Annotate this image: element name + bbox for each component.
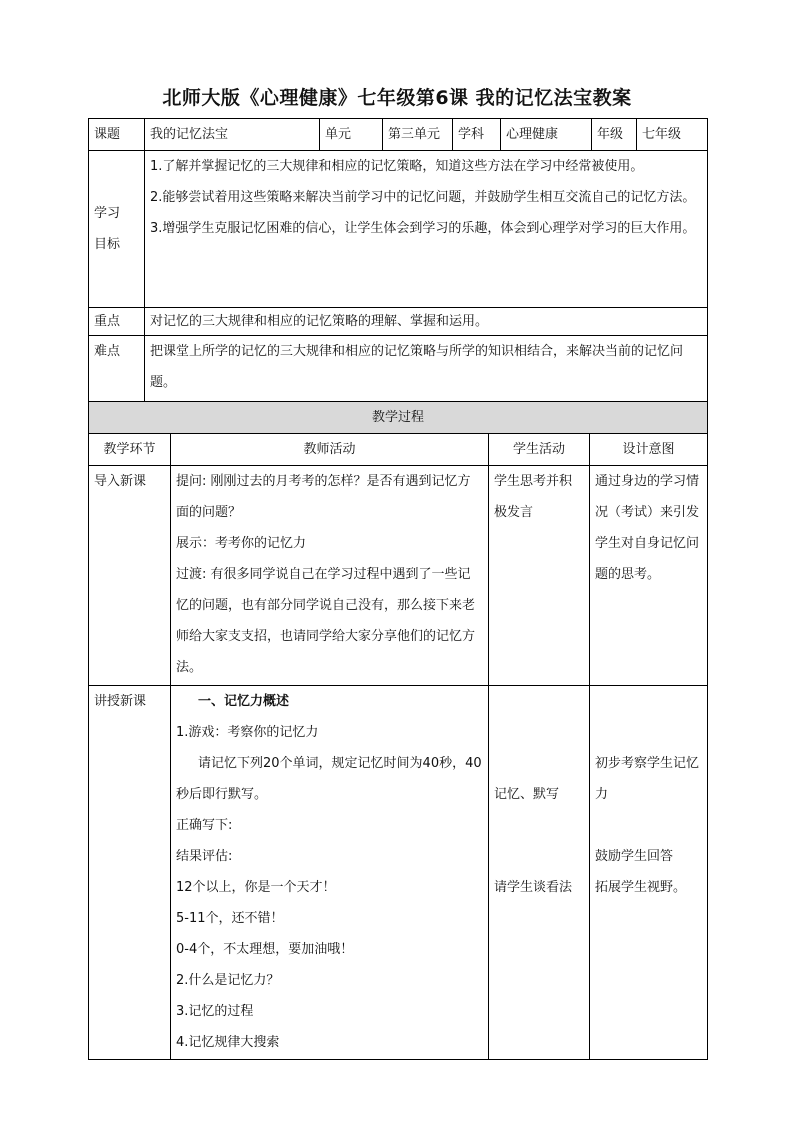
key-point-text: 对记忆的三大规律和相应的记忆策略的理解、掌握和运用。 (145, 308, 708, 336)
lecture-student-activity: 记忆、默写 请学生谈看法 (489, 686, 590, 1060)
topic-label: 课题 (89, 119, 145, 151)
goal-item: 2.能够尝试着用这些策略来解决当前学习中的记忆问题，并鼓励学生相互交流自己的记忆方法。 (150, 190, 696, 205)
stage-lecture: 讲授新课 (89, 686, 171, 1060)
document-title: 北师大版《心理健康》七年级第6课 我的记忆法宝教案 (162, 87, 632, 109)
unit-label: 单元 (320, 119, 383, 151)
lecture-design-intent: 初步考察学生记忆力 鼓励学生回答 拓展学生视野。 (590, 686, 708, 1060)
difficulty-row (89, 336, 708, 402)
lecture-teacher-activity: 一、记忆力概述 1.游戏：考察你的记忆力 请记忆下列20个单词，规定记忆时间为40秒，40秒后即行默写。 正确写下: 结果评估: 12个以上，你是一个天才！ 5-11个，还不错！ 0-4个，不太理想，要加油哦！ 2.什么是记忆力？ 3.记忆的过程 4.记忆规律大搜索 (171, 686, 489, 1060)
intro-design-intent: 通过身边的学习情况（考试）来引发学生对自身记忆问题的思考。 (590, 466, 708, 686)
teaching-process-table (88, 401, 708, 1060)
column-header: 教学环节 (89, 434, 171, 466)
lecture-row (89, 686, 708, 1060)
column-header: 教师活动 (171, 434, 489, 466)
intro-row (89, 466, 708, 686)
subject-label: 学科 (453, 119, 501, 151)
stage-intro: 导入新课 (89, 466, 171, 686)
header-row (89, 119, 708, 151)
process-columns-row (89, 434, 708, 466)
column-header: 学生活动 (489, 434, 590, 466)
key-point-row (89, 308, 708, 336)
subject-value: 心理健康 (501, 119, 592, 151)
topic-value: 我的记忆法宝 (145, 119, 320, 151)
lecture-heading: 一、记忆力概述 (198, 694, 290, 709)
goal-item: 1.了解并掌握记忆的三大规律和相应的记忆策略，知道这些方法在学习中经常被使用。 (150, 159, 644, 174)
intro-teacher-activity: 提问: 刚刚过去的月考考的怎样？是否有遇到记忆方面的问题？ 展示：考考你的记忆力 过渡: 有很多同学说自己在学习过程中遇到了一些记忆的问题，也有部分同学说自己没有，那么接下来老师给大家支支招，也请同学给大家分享他们的记忆方法。 (171, 466, 489, 686)
goals-row (89, 151, 708, 308)
grade-value: 七年级 (637, 119, 708, 151)
goals-content (145, 151, 708, 308)
unit-value: 第三单元 (383, 119, 453, 151)
process-section-title: 教学过程 (89, 402, 708, 434)
goal-item: 3.增强学生克服记忆困难的信心，让学生体会到学习的乐趣，体会到心理学对学习的巨大作用。 (150, 221, 696, 236)
process-title-row (89, 402, 708, 434)
difficulty-label: 难点 (89, 336, 145, 402)
difficulty-text: 把课堂上所学的记忆的三大规律和相应的记忆策略与所学的知识相结合，来解决当前的记忆问题。 (145, 336, 708, 402)
grade-label: 年级 (592, 119, 637, 151)
lesson-info-table (88, 118, 708, 402)
goals-label: 学习 目标 (89, 151, 145, 308)
key-point-label: 重点 (89, 308, 145, 336)
intro-student-activity: 学生思考并积极发言 (489, 466, 590, 686)
column-header: 设计意图 (590, 434, 708, 466)
